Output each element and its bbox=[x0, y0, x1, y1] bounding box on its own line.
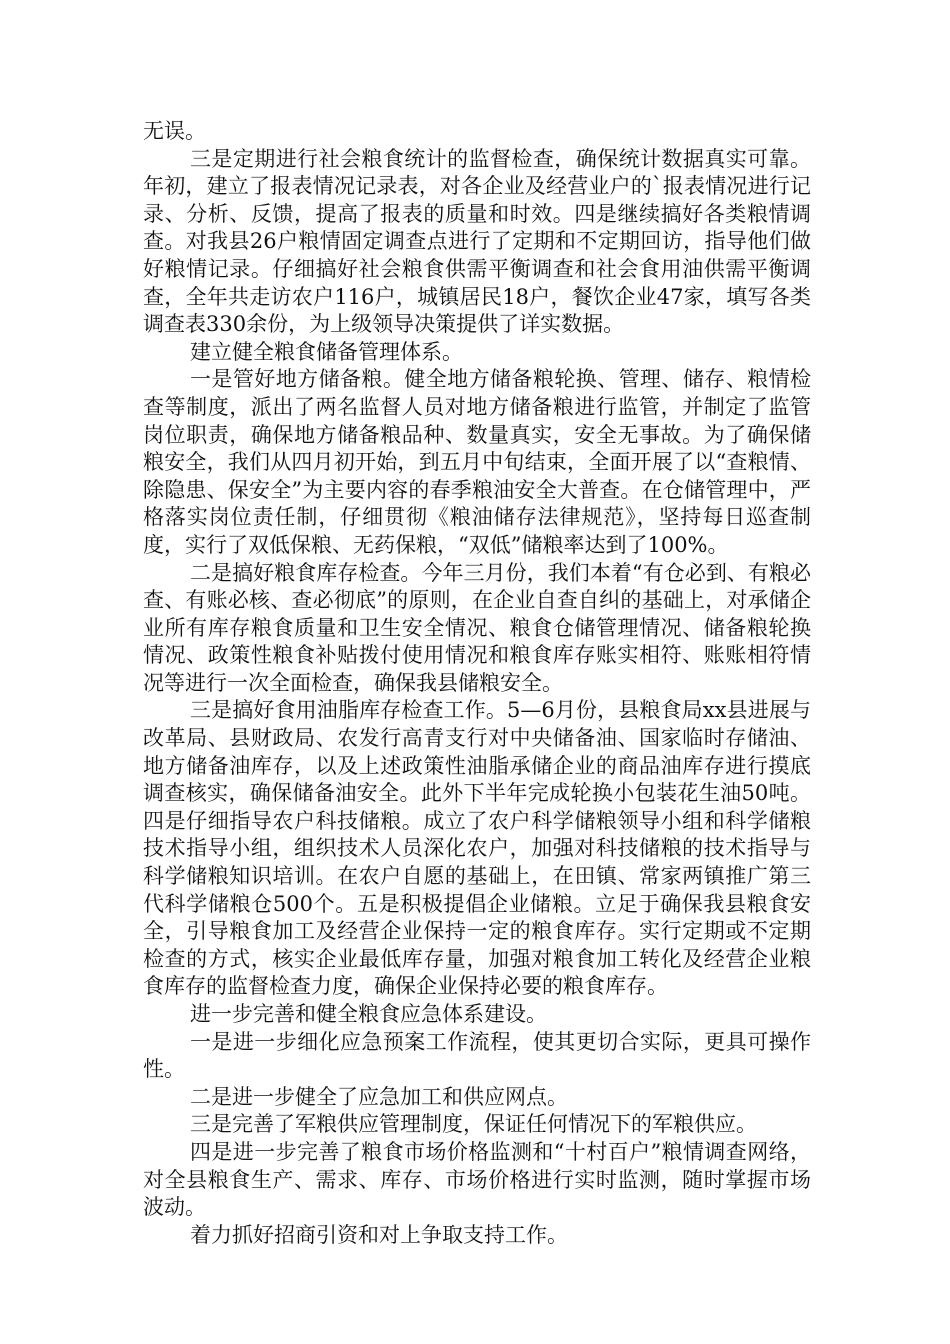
paragraph-2: 三是定期进行社会粮食统计的监督检查，确保统计数据真实可靠。年初，建立了报表情况记录表，对各企业及经营业户的`报表情况进行记录、分析、反馈，提高了报表的质量和时效。四是继续搞好各类粮情调查。对我县26户粮情固定调查点进行了定期和不定期回访，指导他们做好粮情记录。仔细搞好社会粮食供需平衡调查和社会食用油供需平衡调查，全年共走访农户116户，城镇居民18户，餐饮企业47家，填写各类调查表330余份，为上级领导决策提供了详实数据。 bbox=[143, 146, 811, 337]
section-heading-investment: 着力抓好招商引资和对上争取支持工作。 bbox=[190, 1222, 568, 1247]
section-heading-emergency-system: 进一步完善和健全粮食应急体系建设。 bbox=[190, 1002, 547, 1026]
paragraph-4: 一是管好地方储备粮。健全地方储备粮轮换、管理、储存、粮情检查等制度，派出了两名监督人员对地方储备粮进行监管，并制定了监管岗位职责，确保地方储备粮品种、数量真实，安全无事故。为了确保储粮安全，我们从四月初开始，到五月中旬结束，全面开展了以“查粮情、除隐患、保安全”为主要内容的春季粮油安全大普查。在仓储管理中，严格落实岗位责任制，仔细贯彻《粮油储存法律规范》，坚持每日巡查制度，实行了双低保粮、无药保粮，“双低”储粮率达到了100%。 bbox=[143, 367, 811, 557]
section-heading-grain-reserve: 建立健全粮食储备管理体系。 bbox=[190, 339, 463, 364]
paragraph-8: 一是进一步细化应急预案工作流程，使其更切合实际，更具可操作性。 bbox=[143, 1029, 811, 1082]
paragraph-5: 二是搞好粮食库存检查。今年三月份，我们本着“有仓必到、有粮必查、有账必核、查必彻底”的原则，在企业自查自纠的基础上，对承储企业所有库存粮食质量和卫生安全情况、粮食仓储管理情况、储备粮轮换情况、政策性粮食补贴拨付使用情况和粮食库存账实相符、账账相符情况等进行一次全面检查，确保我县储粮安全。 bbox=[143, 560, 811, 695]
paragraph-9: 二是进一步健全了应急加工和供应网点。 bbox=[190, 1084, 568, 1109]
paragraph-11: 四是进一步完善了粮食市场价格监测和“十村百户”粮情调查网络，对全县粮食生产、需求、库存、市场价格进行实时监测，随时掌握市场波动。 bbox=[143, 1139, 811, 1220]
paragraph-6: 三是搞好食用油脂库存检查工作。5—6月份，县粮食局xx县进展与改革局、县财政局、农发行高青支行对中央储备油、国家临时存储油、地方储备油库存，以及上述政策性油脂承储企业的商品油库存进行摸底调查核实，确保储备油安全。此外下半年完成轮换小包装花生油50吨。四是仔细指导农户科技储粮。成立了农户科学储粮领导小组和科学储粮技术指导小组，组织技术人员深化农户，加强对科技储粮的技术指导与科学储粮知识培训。在农户自愿的基础上，在田镇、常家两镇推广第三代科学储粮仓500个。五是积极提倡企业储粮。立足于确保我县粮食安全，引导粮食加工及经营企业保持一定的粮食库存。实行定期或不定期检查的方式，核实企业最低库存量，加强对粮食加工转化及经营企业粮食库存的监督检查力度，确保企业保持必要的粮食库存。 bbox=[143, 698, 811, 999]
document-body bbox=[143, 118, 811, 1249]
paragraph-1: 无误。 bbox=[143, 119, 206, 143]
paragraph-10: 三是完善了军粮供应管理制度，保证任何情况下的军粮供应。 bbox=[190, 1112, 757, 1137]
